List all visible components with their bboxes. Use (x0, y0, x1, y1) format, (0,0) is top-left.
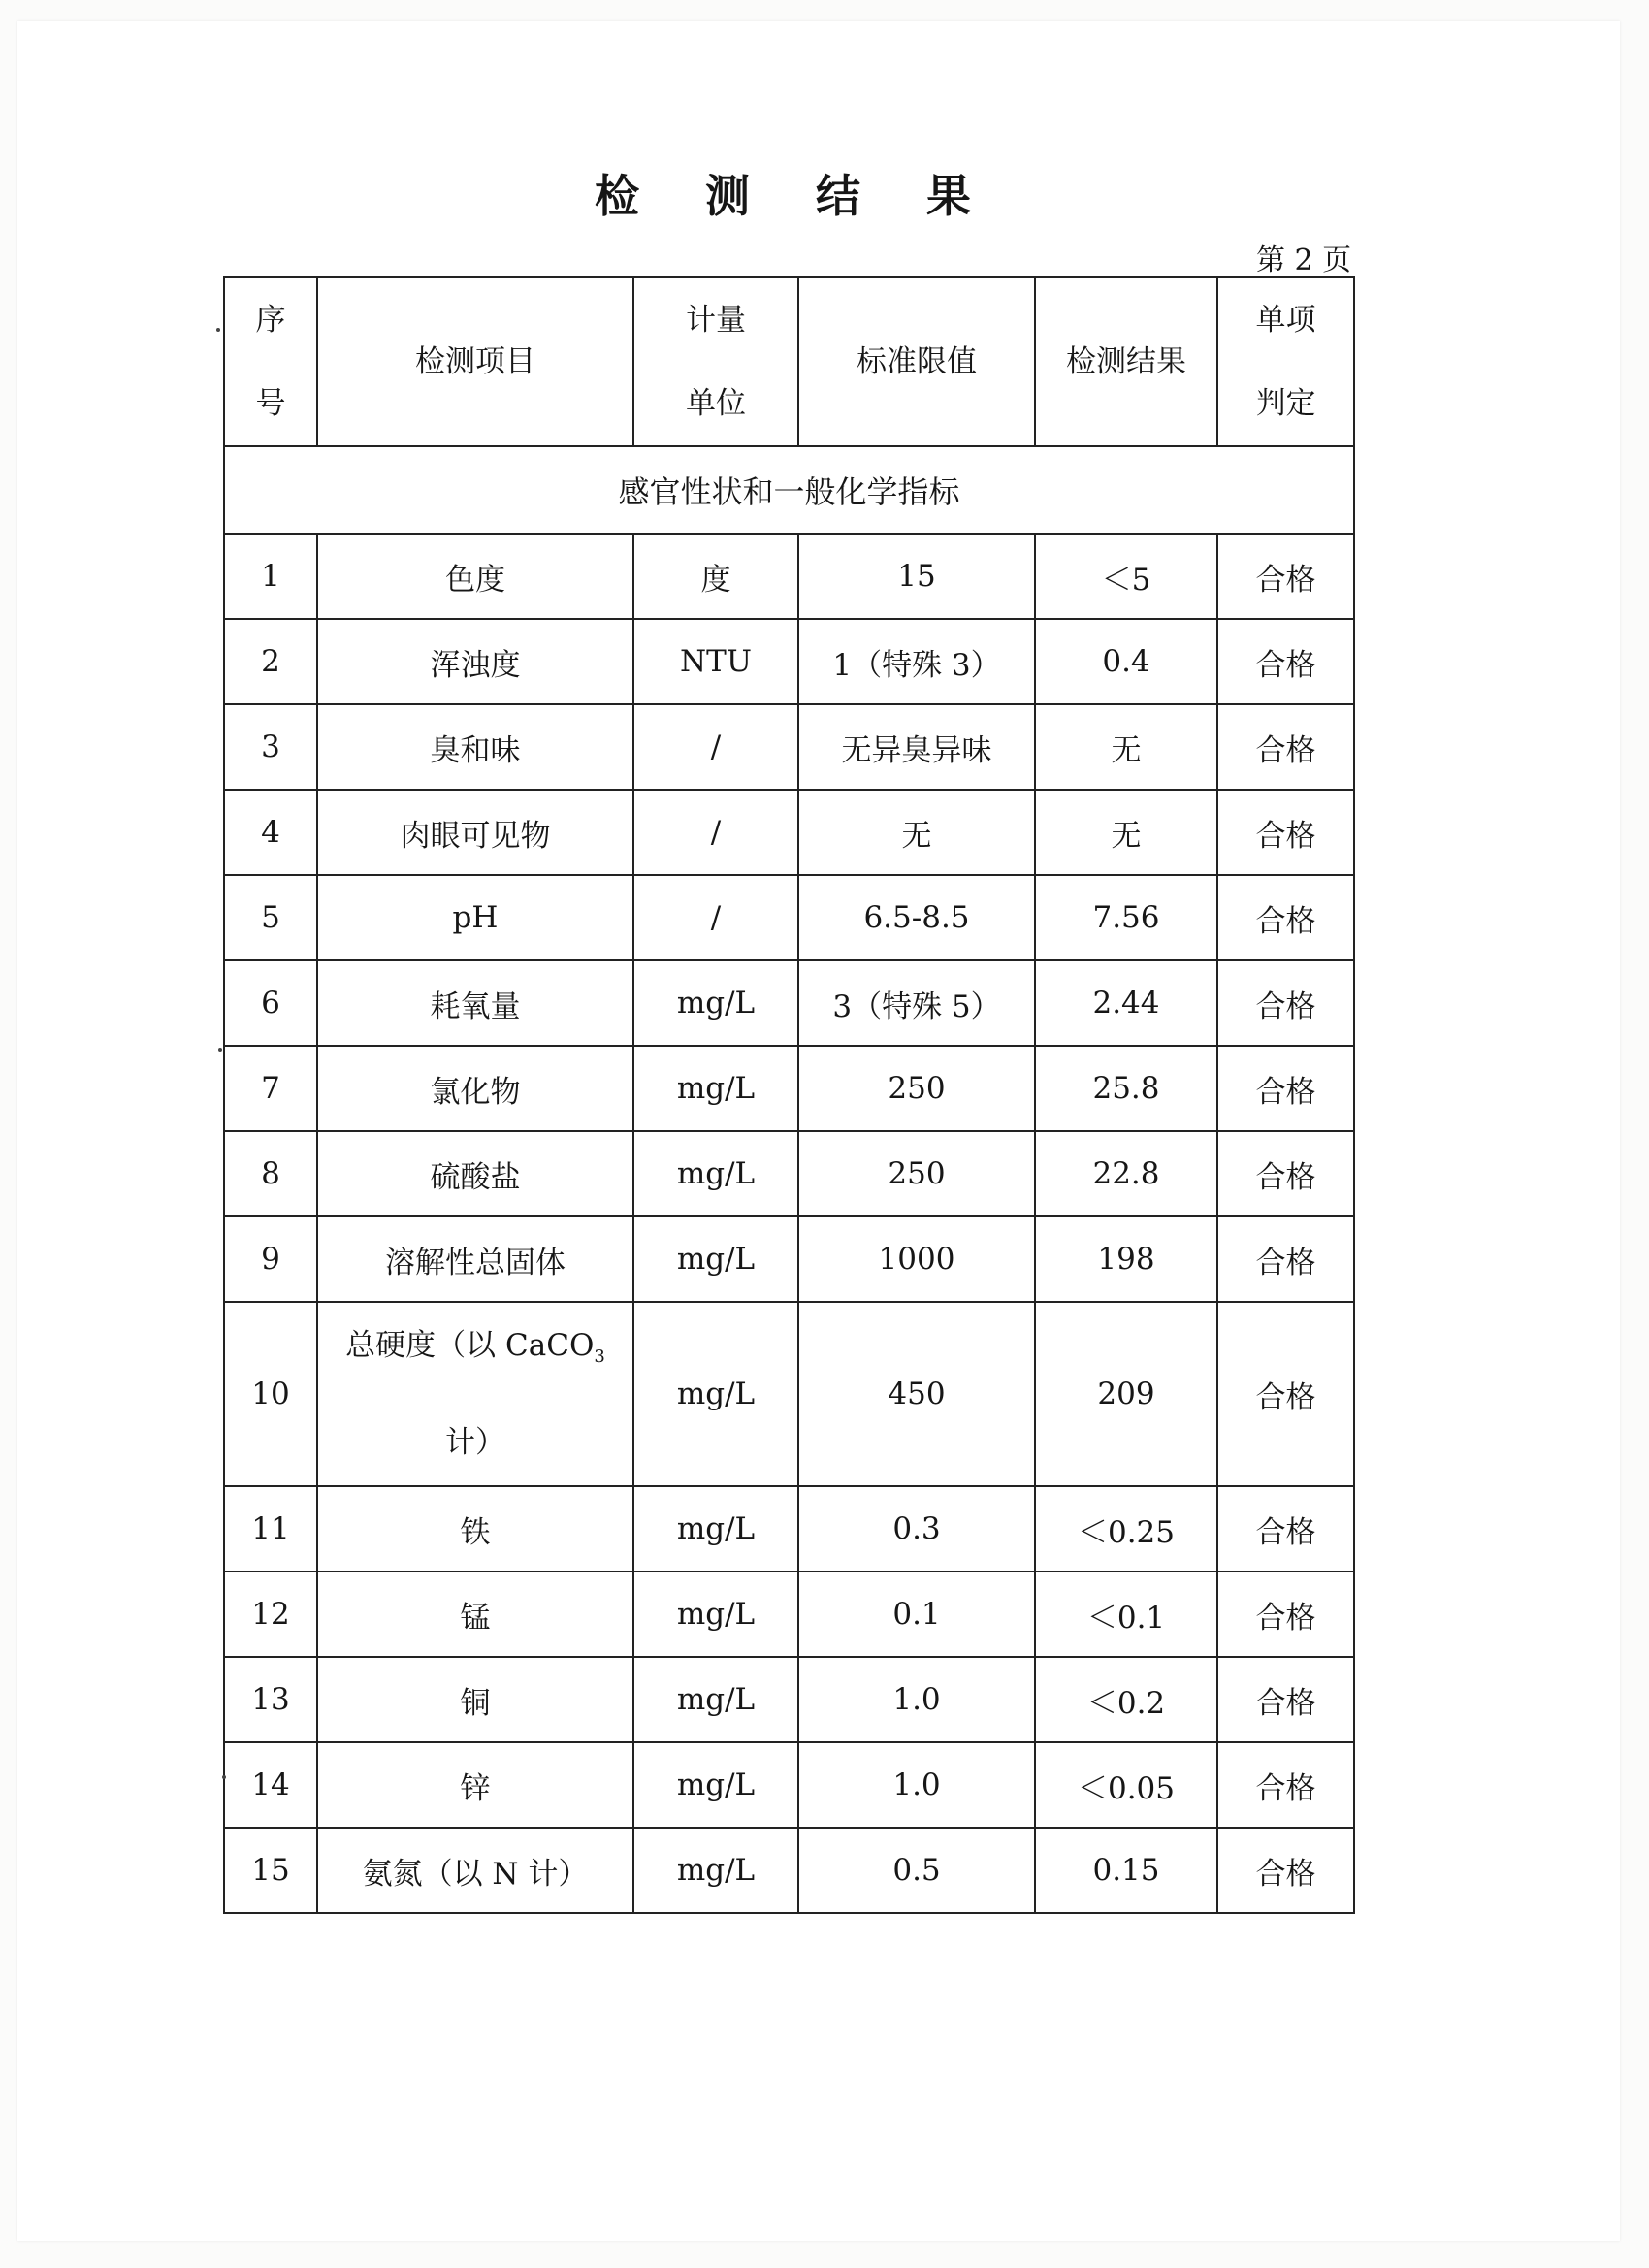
table-row (224, 875, 1354, 960)
cell-limit: 1.0 (798, 1657, 1035, 1742)
cell-item: 溶解性总固体 (317, 1216, 633, 1302)
cell-result: ＜0.1 (1035, 1571, 1217, 1657)
table-row (224, 1742, 1354, 1828)
cell-unit: mg/L (633, 1302, 798, 1486)
cell-unit: / (633, 790, 798, 875)
cell-result: 0.15 (1035, 1828, 1217, 1913)
section-title: 感官性状和一般化学指标 (224, 446, 1354, 534)
cell-result: 25.8 (1035, 1046, 1217, 1131)
cell-limit: 3（特殊 5） (798, 960, 1035, 1046)
cell-seq: 10 (224, 1302, 317, 1486)
cell-result: 209 (1035, 1302, 1217, 1486)
cell-limit: 无异臭异味 (798, 704, 1035, 790)
cell-seq: 14 (224, 1742, 317, 1828)
cell-seq: 12 (224, 1571, 317, 1657)
cell-seq: 13 (224, 1657, 317, 1742)
table-row (224, 1216, 1354, 1302)
header-limit: 标准限值 (798, 277, 1035, 446)
cell-seq: 8 (224, 1131, 317, 1216)
header-row (224, 277, 1354, 446)
item-text-part1: 总硬度（以 CaCO (345, 1328, 595, 1363)
cell-unit: mg/L (633, 1131, 798, 1216)
cell-judgement: 合格 (1217, 1828, 1354, 1913)
page-number: 第 2 页 (1256, 243, 1352, 277)
cell-limit: 无 (798, 790, 1035, 875)
item-subscript: 3 (594, 1346, 605, 1368)
cell-judgement: 合格 (1217, 1486, 1354, 1571)
cell-item: 浑浊度 (317, 619, 633, 704)
cell-unit: mg/L (633, 1046, 798, 1131)
cell-result: 7.56 (1035, 875, 1217, 960)
section-row (224, 446, 1354, 534)
cell-item: 色度 (317, 534, 633, 619)
table-row (224, 790, 1354, 875)
cell-unit: mg/L (633, 1486, 798, 1571)
cell-result: 0.4 (1035, 619, 1217, 704)
cell-result: 无 (1035, 790, 1217, 875)
cell-judgement: 合格 (1217, 1131, 1354, 1216)
cell-limit: 1（特殊 3） (798, 619, 1035, 704)
cell-item: pH (317, 875, 633, 960)
cell-unit: mg/L (633, 960, 798, 1046)
results-table (223, 276, 1355, 1914)
cell-result: ＜0.05 (1035, 1742, 1217, 1828)
cell-judgement: 合格 (1217, 790, 1354, 875)
cell-item: 氯化物 (317, 1046, 633, 1131)
table-row (224, 619, 1354, 704)
table-row (224, 1131, 1354, 1216)
cell-unit: / (633, 704, 798, 790)
item-text-part2: 计） (445, 1425, 505, 1461)
cell-judgement: 合格 (1217, 1216, 1354, 1302)
page-title: 检 测 结 果 (594, 170, 997, 222)
cell-limit: 0.1 (798, 1571, 1035, 1657)
cell-item: 铁 (317, 1486, 633, 1571)
table-row (224, 1657, 1354, 1742)
cell-result: ＜5 (1035, 534, 1217, 619)
cell-item: 臭和味 (317, 704, 633, 790)
table-row (224, 534, 1354, 619)
cell-unit: / (633, 875, 798, 960)
cell-seq: 6 (224, 960, 317, 1046)
header-seq: 序 号 (224, 277, 317, 446)
table-row (224, 704, 1354, 790)
cell-unit: mg/L (633, 1657, 798, 1742)
cell-unit: mg/L (633, 1216, 798, 1302)
table-row (224, 960, 1354, 1046)
cell-item: 耗氧量 (317, 960, 633, 1046)
cell-limit: 6.5-8.5 (798, 875, 1035, 960)
header-judgement: 单项 判定 (1217, 277, 1354, 446)
table-row (224, 1486, 1354, 1571)
cell-item: 锰 (317, 1571, 633, 1657)
cell-limit: 0.5 (798, 1828, 1035, 1913)
cell-judgement: 合格 (1217, 1657, 1354, 1742)
cell-seq: 4 (224, 790, 317, 875)
cell-unit: NTU (633, 619, 798, 704)
cell-result: ＜0.25 (1035, 1486, 1217, 1571)
header-unit: 计量 单位 (633, 277, 798, 446)
scan-speck (216, 328, 220, 332)
table-row (224, 1046, 1354, 1131)
header-item: 检测项目 (317, 277, 633, 446)
cell-judgement: 合格 (1217, 704, 1354, 790)
cell-result: 2.44 (1035, 960, 1217, 1046)
cell-unit: mg/L (633, 1742, 798, 1828)
cell-unit: mg/L (633, 1828, 798, 1913)
scan-speck (222, 1775, 226, 1779)
cell-seq: 15 (224, 1828, 317, 1913)
cell-judgement: 合格 (1217, 1742, 1354, 1828)
table-row (224, 1571, 1354, 1657)
cell-item: 硫酸盐 (317, 1131, 633, 1216)
data-rows (224, 534, 1354, 1913)
table-row (224, 1828, 1354, 1913)
cell-limit: 0.3 (798, 1486, 1035, 1571)
cell-seq: 3 (224, 704, 317, 790)
cell-result: 无 (1035, 704, 1217, 790)
cell-item: 铜 (317, 1657, 633, 1742)
cell-unit: 度 (633, 534, 798, 619)
cell-judgement: 合格 (1217, 619, 1354, 704)
cell-item: 肉眼可见物 (317, 790, 633, 875)
cell-result: ＜0.2 (1035, 1657, 1217, 1742)
cell-judgement: 合格 (1217, 875, 1354, 960)
cell-seq: 1 (224, 534, 317, 619)
cell-judgement: 合格 (1217, 1302, 1354, 1486)
header-result: 检测结果 (1035, 277, 1217, 446)
cell-judgement: 合格 (1217, 1046, 1354, 1131)
cell-judgement: 合格 (1217, 1571, 1354, 1657)
cell-limit: 450 (798, 1302, 1035, 1486)
cell-item (317, 1302, 633, 1486)
cell-seq: 2 (224, 619, 317, 704)
cell-item: 氨氮（以 N 计） (317, 1828, 633, 1913)
cell-judgement: 合格 (1217, 534, 1354, 619)
cell-limit: 15 (798, 534, 1035, 619)
cell-seq: 11 (224, 1486, 317, 1571)
table-row (224, 1302, 1354, 1486)
cell-limit: 1.0 (798, 1742, 1035, 1828)
cell-judgement: 合格 (1217, 960, 1354, 1046)
cell-seq: 7 (224, 1046, 317, 1131)
cell-limit: 250 (798, 1046, 1035, 1131)
cell-item: 锌 (317, 1742, 633, 1828)
scan-speck (218, 1048, 222, 1052)
cell-limit: 250 (798, 1131, 1035, 1216)
cell-result: 22.8 (1035, 1131, 1217, 1216)
cell-seq: 9 (224, 1216, 317, 1302)
cell-unit: mg/L (633, 1571, 798, 1657)
cell-seq: 5 (224, 875, 317, 960)
cell-limit: 1000 (798, 1216, 1035, 1302)
cell-result: 198 (1035, 1216, 1217, 1302)
